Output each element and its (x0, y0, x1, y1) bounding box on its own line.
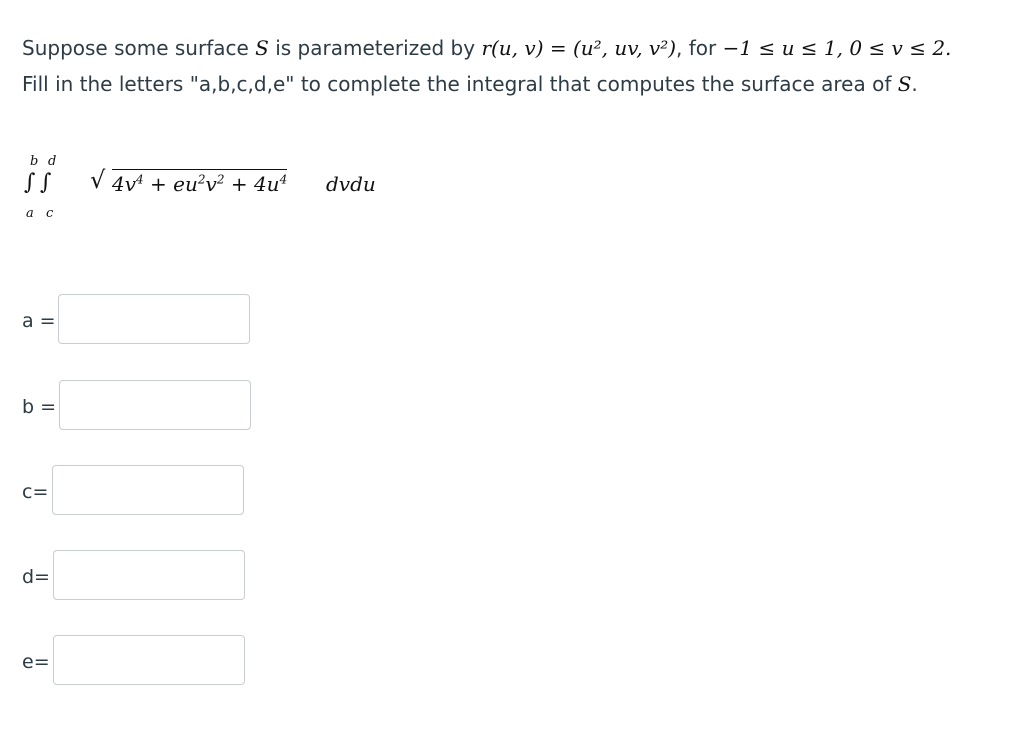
surface-symbol-2: S (897, 72, 912, 96)
answer-label-c: c= (22, 481, 49, 503)
question-mid: is parameterized by (268, 36, 482, 60)
question-text (22, 30, 1012, 102)
square-root-sign: √ (90, 166, 106, 194)
param-r: r (481, 36, 491, 60)
upper-limit-inner: d (48, 154, 57, 169)
answer-label-d: d= (22, 566, 50, 588)
differential: dvdu (326, 172, 376, 196)
answer-input-a[interactable] (58, 294, 250, 344)
question-period: . (911, 72, 918, 96)
lower-limit-outer: a (26, 206, 34, 221)
answer-input-e[interactable] (53, 635, 245, 685)
answer-input-d[interactable] (53, 550, 245, 600)
question-for: , for (676, 36, 723, 60)
integral-sign-inner: ∫ (40, 170, 52, 195)
surface-symbol: S (255, 36, 269, 60)
integral-sign-outer: ∫ (24, 170, 36, 195)
question-line-1 (22, 30, 1012, 66)
param-expression: (u, v) = (u², uv, v²) (491, 36, 677, 60)
lower-limit-inner: c (46, 206, 54, 221)
answer-input-b[interactable] (59, 380, 251, 430)
domain-expression: −1 ≤ u ≤ 1, 0 ≤ v ≤ 2. (722, 36, 952, 60)
answer-label-e: e= (22, 651, 50, 673)
answer-label-b: b = (22, 396, 57, 418)
upper-limit-outer: b (30, 154, 39, 169)
answer-row-e (22, 635, 50, 689)
integrand: $4v^4 + eu^2v^2 + 4u^4$ (112, 169, 287, 196)
integral-expression (24, 150, 424, 230)
question-prefix: Suppose some surface (22, 36, 256, 60)
answer-row-b (22, 380, 56, 434)
question-instruction: Fill in the letters "a,b,c,d,e" to complete the integral that computes the surface area of (22, 72, 898, 96)
answer-row-c (22, 465, 48, 519)
answer-row-a (22, 294, 56, 348)
question-line-2 (22, 66, 1012, 102)
answer-row-d (22, 550, 50, 604)
answer-label-a: a = (22, 310, 56, 332)
answer-input-c[interactable] (52, 465, 244, 515)
